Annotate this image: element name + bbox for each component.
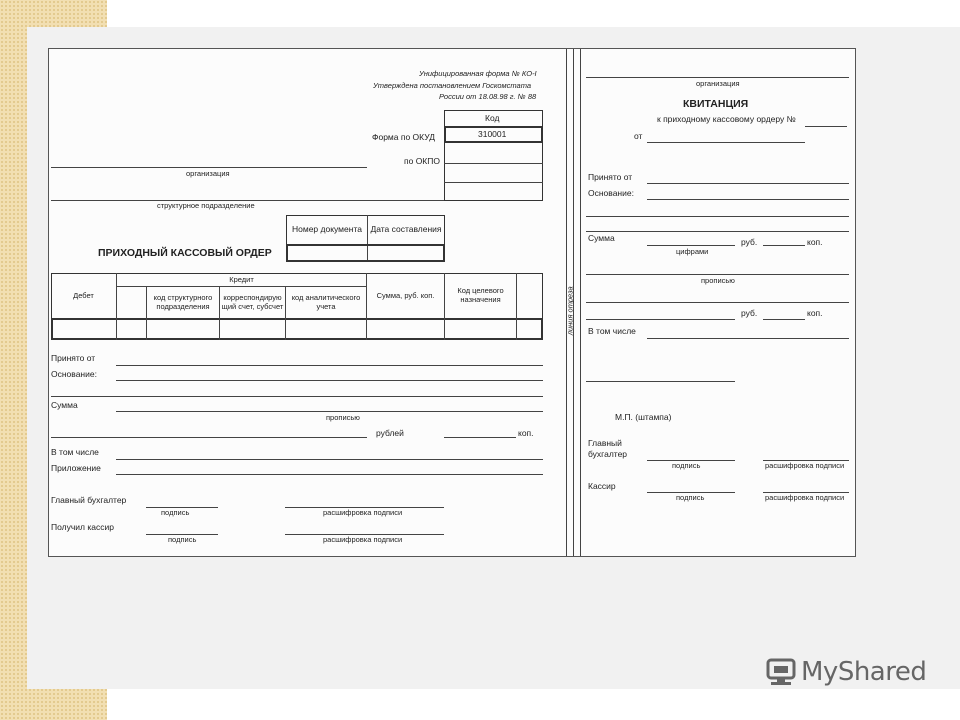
receipt-signature-decode-caption: расшифровка подписи <box>765 493 845 502</box>
receipt-in-words-caption: прописью <box>701 276 735 285</box>
receipt-blank-line <box>586 216 849 217</box>
myshared-logo-icon <box>765 656 797 688</box>
analytic-code-header: код аналитического учета <box>291 292 361 311</box>
cut-line-border <box>580 49 581 556</box>
sum-words-line <box>51 437 367 438</box>
receipt-signature-caption: подпись <box>672 461 701 470</box>
in-words-caption: прописью <box>326 413 360 422</box>
receipt-rub-label-2: руб. <box>741 308 758 318</box>
doc-number-date-value-row <box>286 244 445 262</box>
debit-header: Дебет <box>73 290 94 300</box>
receipt-signature-decode-caption: расшифровка подписи <box>765 461 845 470</box>
form-header-line1: Унифицированная форма № КО-I <box>419 69 537 78</box>
receipt-organization-line <box>586 77 849 78</box>
okud-value: 310001 <box>478 129 507 139</box>
credit-header: Кредит <box>229 274 254 284</box>
receipt-received-from-label: Принято от <box>588 172 633 182</box>
code-box <box>444 110 543 201</box>
receipt-extra-line <box>586 381 735 382</box>
subdivision-caption: структурное подразделение <box>157 201 255 210</box>
kop-line <box>444 437 516 438</box>
purpose-code-header: Код целевого назначения <box>457 286 504 304</box>
receipt-sum-label: Сумма <box>588 233 615 243</box>
rubles-label: рублей <box>376 428 404 438</box>
form-header-line3: России от 18.08.98 г. № 88 <box>439 92 537 101</box>
sum-line <box>116 411 543 412</box>
receipt-kop-label-2: коп. <box>807 308 823 318</box>
signature-caption: подпись <box>168 535 197 544</box>
doc-number-header: Номер документа <box>292 223 362 234</box>
including-line <box>116 459 543 460</box>
receipt-from-label: от <box>634 131 643 141</box>
sum-header: Сумма, руб. коп. <box>376 290 435 300</box>
signature-decode-caption: расшифровка подписи <box>323 535 403 544</box>
col-divider <box>516 273 517 340</box>
watermark-logo <box>765 656 926 688</box>
watermark-brand: MyShared <box>801 657 927 687</box>
chief-accountant-label: Главный бухгалтер <box>51 495 127 505</box>
okud-label: Форма по ОКУД <box>372 132 435 142</box>
receipt-words-line-3 <box>586 319 735 320</box>
table-value-row <box>51 318 543 340</box>
doc-date-header: Дата составления <box>370 223 442 234</box>
receipt-kop-line-2 <box>763 319 805 320</box>
receipt-words-line-2 <box>586 302 849 303</box>
signature-decode-caption: расшифровка подписи <box>323 508 403 517</box>
signature-caption: подпись <box>161 508 190 517</box>
receipt-including-line <box>647 338 849 339</box>
receipt-organization-caption: организация <box>696 79 740 88</box>
receipt-kop-label: коп. <box>807 237 823 247</box>
receipt-title: КВИТАНЦИЯ <box>683 98 749 110</box>
appendix-label: Приложение <box>51 463 101 473</box>
organization-line <box>51 167 367 168</box>
blank-line <box>51 396 543 397</box>
receipt-subtitle: к приходному кассовому ордеру № <box>657 114 796 124</box>
appendix-line <box>116 474 543 475</box>
receipt-including-label: В том числе <box>588 326 636 336</box>
receipt-number-line <box>805 126 847 127</box>
received-from-line <box>116 365 543 366</box>
receipt-sum-digits-line <box>647 245 735 246</box>
corr-account-header: корреспондирую щий счет, субсчет <box>221 292 284 311</box>
receipt-basis-label: Основание: <box>588 188 634 198</box>
receipt-date-line <box>647 142 805 143</box>
receipt-stamp-label: М.П. (штампа) <box>615 412 672 422</box>
received-from-label: Принято от <box>51 353 96 363</box>
cashier-received-label: Получил кассир <box>51 522 114 532</box>
struct-code-header: код структурного подразделения <box>153 292 213 311</box>
code-divider <box>444 163 543 164</box>
receipt-digits-caption: цифрами <box>676 247 709 256</box>
organization-caption: организация <box>186 169 230 178</box>
sum-label: Сумма <box>51 400 78 410</box>
okpo-label: по ОКПО <box>404 156 440 166</box>
including-label: В том числе <box>51 447 99 457</box>
code-header: Код <box>485 113 500 123</box>
kop-label: коп. <box>518 428 534 438</box>
receipt-received-from-line <box>647 183 849 184</box>
form-title: ПРИХОДНЫЙ КАССОВЫЙ ОРДЕР <box>98 247 272 259</box>
code-divider <box>444 182 543 183</box>
receipt-cashier-label: Кассир <box>588 481 616 491</box>
receipt-kop-line <box>763 245 805 246</box>
form-header-line2: Утверждена постановлением Госкомстата <box>373 81 532 90</box>
basis-label: Основание: <box>51 369 97 379</box>
cut-line-label: линия отреза <box>565 286 575 336</box>
receipt-words-line <box>586 274 849 275</box>
receipt-chief-accountant-label: Главный бухгалтер <box>588 438 628 459</box>
cash-receipt-order-form <box>48 48 856 557</box>
receipt-basis-line <box>647 199 849 200</box>
receipt-rub-label: руб. <box>741 237 758 247</box>
receipt-blank-line <box>586 231 849 232</box>
basis-line <box>116 380 543 381</box>
receipt-signature-caption: подпись <box>676 493 705 502</box>
